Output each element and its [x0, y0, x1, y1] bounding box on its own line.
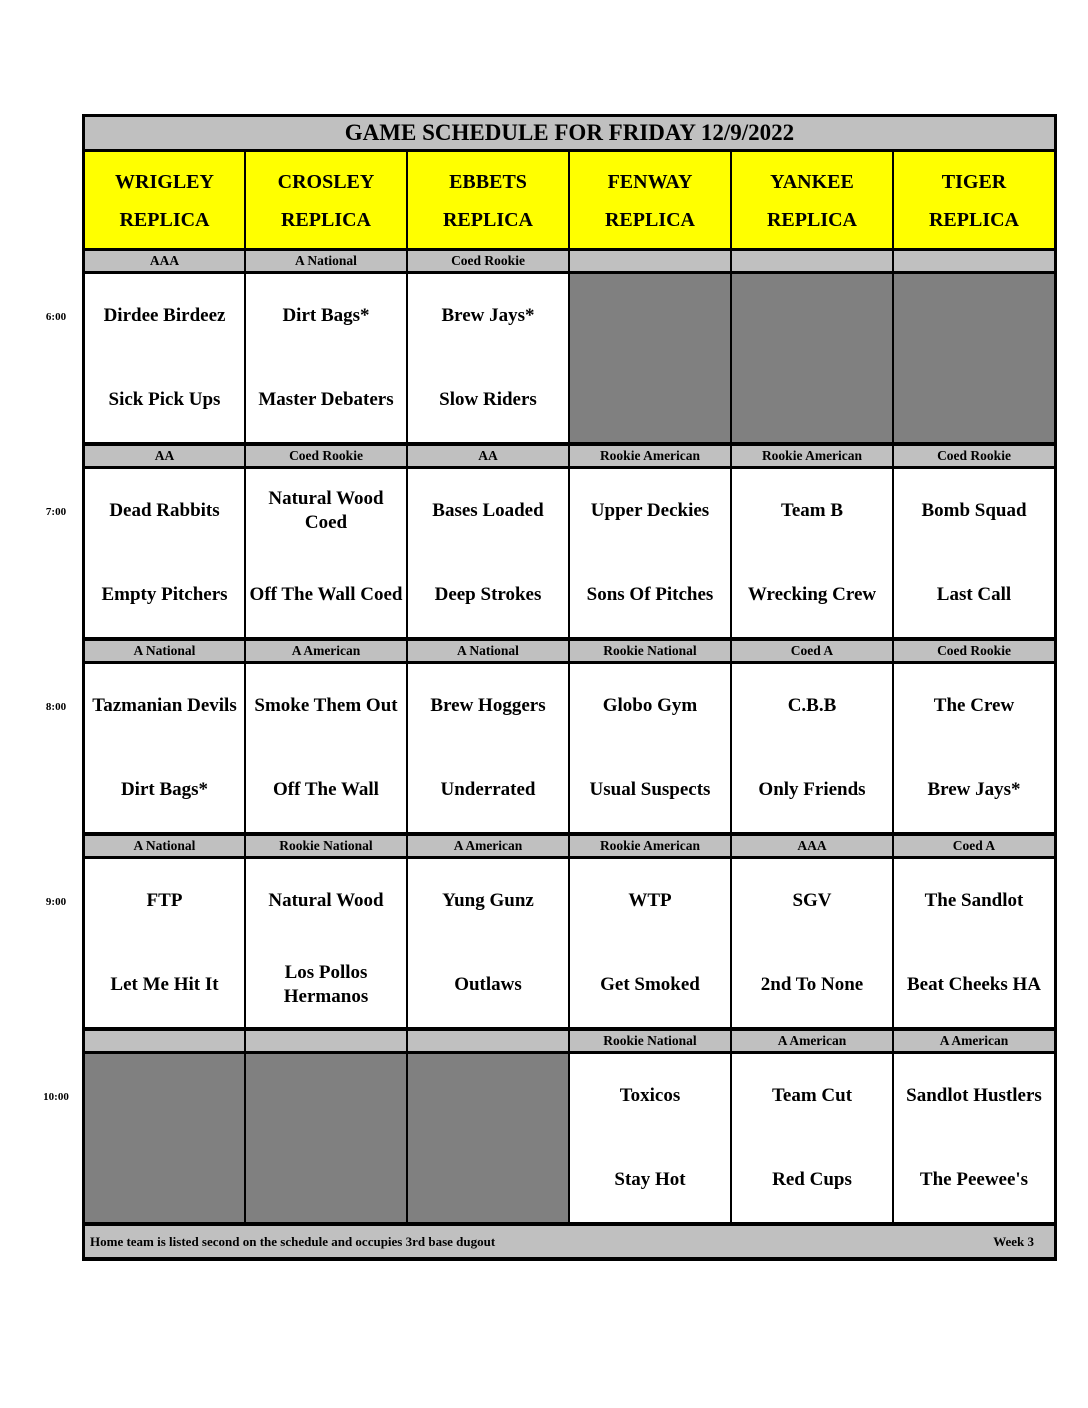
away-team: Toxicos: [619, 1085, 681, 1106]
field-type: REPLICA: [928, 209, 1019, 231]
away-team: Upper Deckies: [590, 500, 710, 521]
division-label: [570, 251, 730, 271]
field-type: REPLICA: [766, 209, 857, 231]
home-team: Empty Pitchers: [101, 584, 228, 605]
game-cell: [85, 274, 244, 442]
home-team: Usual Suspects: [589, 779, 711, 800]
game-cell: [246, 469, 406, 637]
home-team: Deep Strokes: [434, 584, 542, 605]
empty-slot: [732, 274, 892, 442]
division-label: Rookie American: [732, 446, 892, 466]
game-cell: [408, 469, 568, 637]
home-team: Dirt Bags*: [120, 779, 209, 800]
division-label: Rookie American: [570, 446, 730, 466]
field-name: CROSLEY: [277, 171, 375, 193]
away-team: Globo Gym: [602, 695, 698, 716]
division-label: Rookie National: [246, 836, 406, 856]
division-label: A National: [85, 836, 244, 856]
home-team: Sick Pick Ups: [108, 389, 221, 410]
home-team: Let Me Hit It: [110, 974, 219, 995]
game-cell: [246, 664, 406, 832]
footer-note: Home team is listed second on the schedule and occupies 3rd base dugout: [90, 1233, 496, 1249]
home-team: The Peewee's: [919, 1169, 1029, 1190]
field-header-crosley: [246, 152, 406, 248]
away-team: Yung Gunz: [442, 890, 534, 911]
game-cell: [570, 664, 730, 832]
away-team: Team B: [780, 500, 844, 521]
field-header-ebbets: [408, 152, 568, 248]
home-team: Wrecking Crew: [747, 584, 877, 605]
game-cell: [570, 469, 730, 637]
division-label: Coed A: [894, 836, 1054, 856]
game-cell: [732, 469, 892, 637]
field-header-yankee: [732, 152, 892, 248]
home-team: Red Cups: [772, 1169, 852, 1190]
field-type: REPLICA: [604, 209, 695, 231]
away-team: Tazmanian Devils: [92, 695, 237, 716]
empty-slot: [894, 274, 1054, 442]
division-label: Rookie National: [570, 641, 730, 661]
game-cell: [894, 664, 1054, 832]
away-team: Brew Hoggers: [430, 695, 546, 716]
empty-slot: [408, 1054, 568, 1222]
home-team: 2nd To None: [760, 974, 864, 995]
division-label: Rookie American: [570, 836, 730, 856]
game-cell: [894, 1054, 1054, 1222]
division-label: [246, 1031, 406, 1051]
empty-slot: [85, 1054, 244, 1222]
division-label: Coed Rookie: [894, 641, 1054, 661]
away-team: C.B.B: [787, 695, 837, 716]
away-team: WTP: [628, 890, 672, 911]
time-label: 8:00: [45, 701, 67, 713]
division-label: A National: [246, 251, 406, 271]
time-label: 7:00: [45, 506, 67, 518]
division-label: [732, 251, 892, 271]
schedule-table: [82, 114, 1057, 1261]
home-team: Off The Wall: [273, 779, 379, 800]
away-team: SGV: [792, 890, 832, 911]
division-label: A American: [408, 836, 568, 856]
game-cell: [85, 664, 244, 832]
game-cell: [732, 1054, 892, 1222]
game-cell: [732, 859, 892, 1027]
away-team: FTP: [146, 890, 183, 911]
field-type: REPLICA: [119, 209, 210, 231]
home-team: Brew Jays*: [927, 779, 1021, 800]
field-type: REPLICA: [442, 209, 533, 231]
game-cell: [570, 1054, 730, 1222]
away-team: The Sandlot: [924, 890, 1024, 911]
division-label: Rookie National: [570, 1031, 730, 1051]
away-team: Dirdee Birdeez: [103, 305, 226, 326]
game-cell: [246, 274, 406, 442]
away-team: Brew Jays*: [441, 305, 535, 326]
empty-slot: [570, 274, 730, 442]
time-label: 9:00: [45, 896, 67, 908]
away-team: Team Cut: [771, 1085, 853, 1106]
home-team: Stay Hot: [614, 1169, 686, 1190]
home-team: Outlaws: [454, 974, 522, 995]
home-team: Get Smoked: [600, 974, 700, 995]
division-label: Coed A: [732, 641, 892, 661]
field-type: REPLICA: [280, 209, 371, 231]
home-team: Only Friends: [758, 779, 866, 800]
away-team: Dirt Bags*: [282, 305, 370, 326]
home-team: Slow Riders: [439, 389, 537, 410]
division-label: AA: [408, 446, 568, 466]
home-team: Los Pollos Hermanos: [283, 962, 369, 1007]
division-label: A National: [408, 641, 568, 661]
game-cell: [408, 664, 568, 832]
away-team: Natural Wood: [268, 890, 384, 911]
division-label: A American: [894, 1031, 1054, 1051]
division-label: [408, 1031, 568, 1051]
game-cell: [246, 859, 406, 1027]
game-cell: [85, 469, 244, 637]
field-name: EBBETS: [449, 171, 527, 193]
field-name: YANKEE: [770, 171, 854, 193]
game-cell: [732, 664, 892, 832]
game-cell: [85, 859, 244, 1027]
game-cell: [570, 859, 730, 1027]
time-label: 6:00: [45, 311, 67, 323]
division-label: AA: [85, 446, 244, 466]
away-team: Dead Rabbits: [109, 500, 220, 521]
field-name: WRIGLEY: [115, 171, 214, 193]
division-label: A American: [732, 1031, 892, 1051]
away-team: Smoke Them Out: [254, 695, 398, 716]
field-header-tiger: [894, 152, 1054, 248]
field-header-fenway: [570, 152, 730, 248]
away-team: Bomb Squad: [921, 500, 1027, 521]
footer-week: Week 3: [993, 1233, 1034, 1249]
division-label: [894, 251, 1054, 271]
division-label: Coed Rookie: [894, 446, 1054, 466]
game-cell: [894, 469, 1054, 637]
home-team: Underrated: [440, 779, 536, 800]
away-team: Bases Loaded: [432, 500, 544, 521]
field-name: FENWAY: [607, 171, 693, 193]
away-team: Sandlot Hustlers: [906, 1085, 1042, 1106]
schedule-footer: [85, 1226, 1054, 1257]
division-label: [85, 1031, 244, 1051]
field-name: TIGER: [941, 171, 1007, 193]
division-label: Coed Rookie: [408, 251, 568, 271]
home-team: Beat Cheeks HA: [906, 974, 1042, 995]
empty-slot: [246, 1054, 406, 1222]
field-header-wrigley: [85, 152, 244, 248]
game-cell: [408, 859, 568, 1027]
home-team: Last Call: [936, 584, 1012, 605]
time-label: 10:00: [43, 1091, 69, 1103]
division-label: A National: [85, 641, 244, 661]
away-team: Natural Wood Coed: [268, 488, 384, 533]
division-label: AAA: [85, 251, 244, 271]
division-label: A American: [246, 641, 406, 661]
schedule-title: GAME SCHEDULE FOR FRIDAY 12/9/2022: [85, 117, 1054, 149]
home-team: Off The Wall Coed: [249, 584, 403, 605]
home-team: Master Debaters: [258, 389, 394, 410]
division-label: AAA: [732, 836, 892, 856]
division-label: Coed Rookie: [246, 446, 406, 466]
game-cell: [894, 859, 1054, 1027]
home-team: Sons Of Pitches: [586, 584, 714, 605]
away-team: The Crew: [933, 695, 1015, 716]
game-cell: [408, 274, 568, 442]
